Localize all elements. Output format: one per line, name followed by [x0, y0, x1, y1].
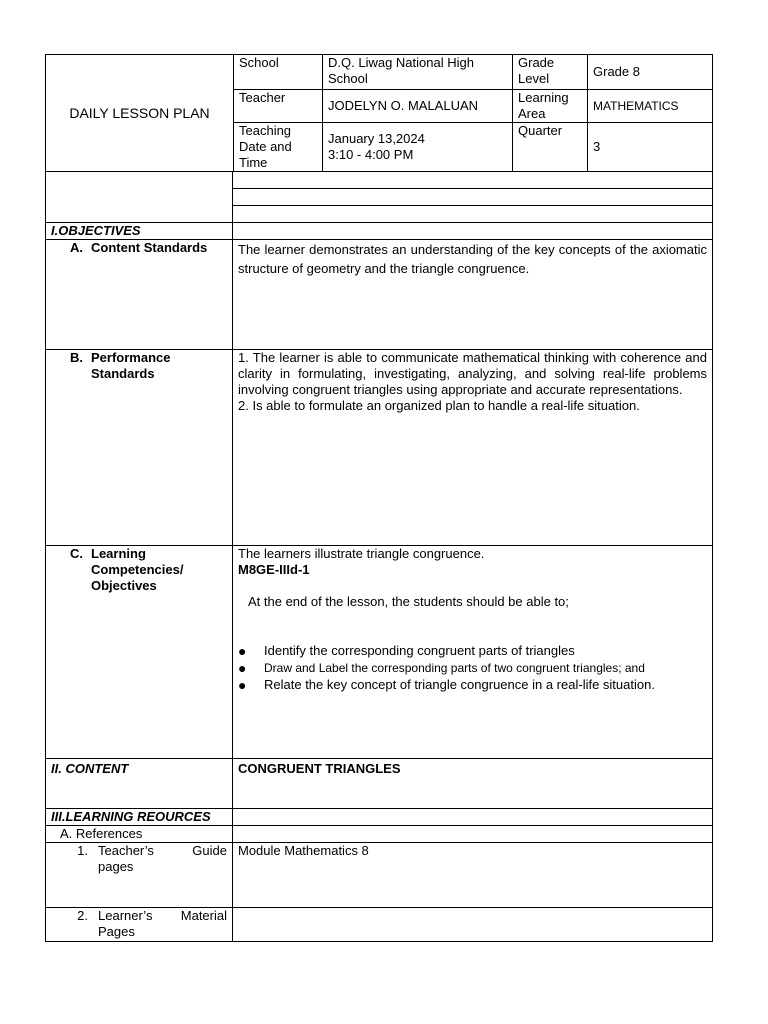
content-standards-label	[46, 240, 233, 350]
item-label: pages	[98, 859, 134, 874]
blank-cell	[233, 809, 713, 826]
area-value: MATHEMATICS	[588, 90, 713, 123]
blank-cell	[233, 908, 713, 942]
teacher-label: Teacher	[234, 90, 323, 123]
objectives-heading: I.OBJECTIVES	[46, 223, 233, 240]
item-label: Learner’s Material	[98, 908, 227, 923]
item-label: Content Standards	[91, 240, 208, 255]
lesson-table	[45, 171, 713, 942]
bullet-icon: ●	[238, 643, 247, 659]
bullet-icon: ●	[238, 660, 247, 676]
item-number: 1.	[77, 843, 88, 858]
grade-value: Grade 8	[588, 55, 713, 90]
item-number: C.	[70, 546, 83, 561]
bullet-icon: ●	[238, 677, 247, 693]
teachers-guide-label	[46, 843, 233, 908]
teachers-guide-value: Module Mathematics 8	[233, 843, 713, 908]
competency-intro: The learners illustrate triangle congruence.	[238, 546, 485, 561]
plan-title: DAILY LESSON PLAN	[46, 55, 234, 172]
learners-material-label	[46, 908, 233, 942]
date-value: January 13,2024	[328, 131, 425, 146]
item-number: A.	[70, 240, 83, 255]
list-item: ● Draw and Label the corresponding parts of two congruent triangles; and	[238, 660, 645, 676]
objective-list	[238, 643, 707, 694]
competencies-label	[46, 546, 233, 759]
blank-cell	[233, 223, 713, 240]
performance-item-2: 2. Is able to formulate an organized plan to handle a real-life situation.	[238, 398, 640, 413]
resources-heading: III.LEARNING REOURCES	[46, 809, 233, 826]
grade-label: Grade Level	[513, 55, 588, 90]
time-value: 3:10 - 4:00 PM	[328, 147, 414, 162]
item-label: Pages	[98, 924, 135, 939]
competency-lead: At the end of the lesson, the students should be able to;	[248, 594, 569, 609]
item-number: B.	[70, 350, 83, 365]
content-standards-text: The learner demonstrates an understanding of the key concepts of the axiomatic structure of geometry and the triangle congruence.	[233, 240, 713, 350]
content-value: CONGRUENT TRIANGLES	[233, 759, 713, 809]
performance-standards-text	[233, 350, 713, 546]
item-label: Learning	[91, 546, 146, 561]
list-item: ● Identify the corresponding congruent parts of triangles	[238, 643, 575, 659]
blank-cell	[233, 172, 713, 189]
competency-code: M8GE-IIId-1	[238, 562, 310, 577]
blank-cell	[233, 826, 713, 843]
school-value: D.Q. Liwag National High School	[323, 55, 513, 90]
quarter-label: Quarter	[513, 123, 588, 172]
item-label: Objectives	[91, 578, 157, 593]
competencies-text	[233, 546, 713, 759]
header-table	[45, 54, 713, 172]
references-label: A. References	[46, 826, 233, 843]
item-label: Competencies/	[91, 562, 184, 577]
date-time-value	[323, 123, 513, 172]
item-number: 2.	[77, 908, 88, 923]
blank-cell	[233, 206, 713, 223]
item-label: Teacher’s Guide	[98, 843, 227, 858]
performance-item-1: 1. The learner is able to communicate mathematical thinking with coherence and clarity in formulating, investigating, analyzing, and solving real-life problems involving congruent triangles using appropriate and accurate representations.	[238, 350, 707, 397]
blank-cell	[46, 172, 233, 223]
list-item: ● Relate the key concept of triangle congruence in a real-life situation.	[238, 677, 655, 693]
area-label: Learning Area	[513, 90, 588, 123]
teacher-value: JODELYN O. MALALUAN	[323, 90, 513, 123]
school-label: School	[234, 55, 323, 90]
item-label: Performance Standards	[91, 350, 171, 381]
date-label: Teaching Date and Time	[234, 123, 323, 172]
quarter-value: 3	[588, 123, 713, 172]
performance-standards-label	[46, 350, 233, 546]
content-heading: II. CONTENT	[46, 759, 233, 809]
blank-cell	[233, 189, 713, 206]
